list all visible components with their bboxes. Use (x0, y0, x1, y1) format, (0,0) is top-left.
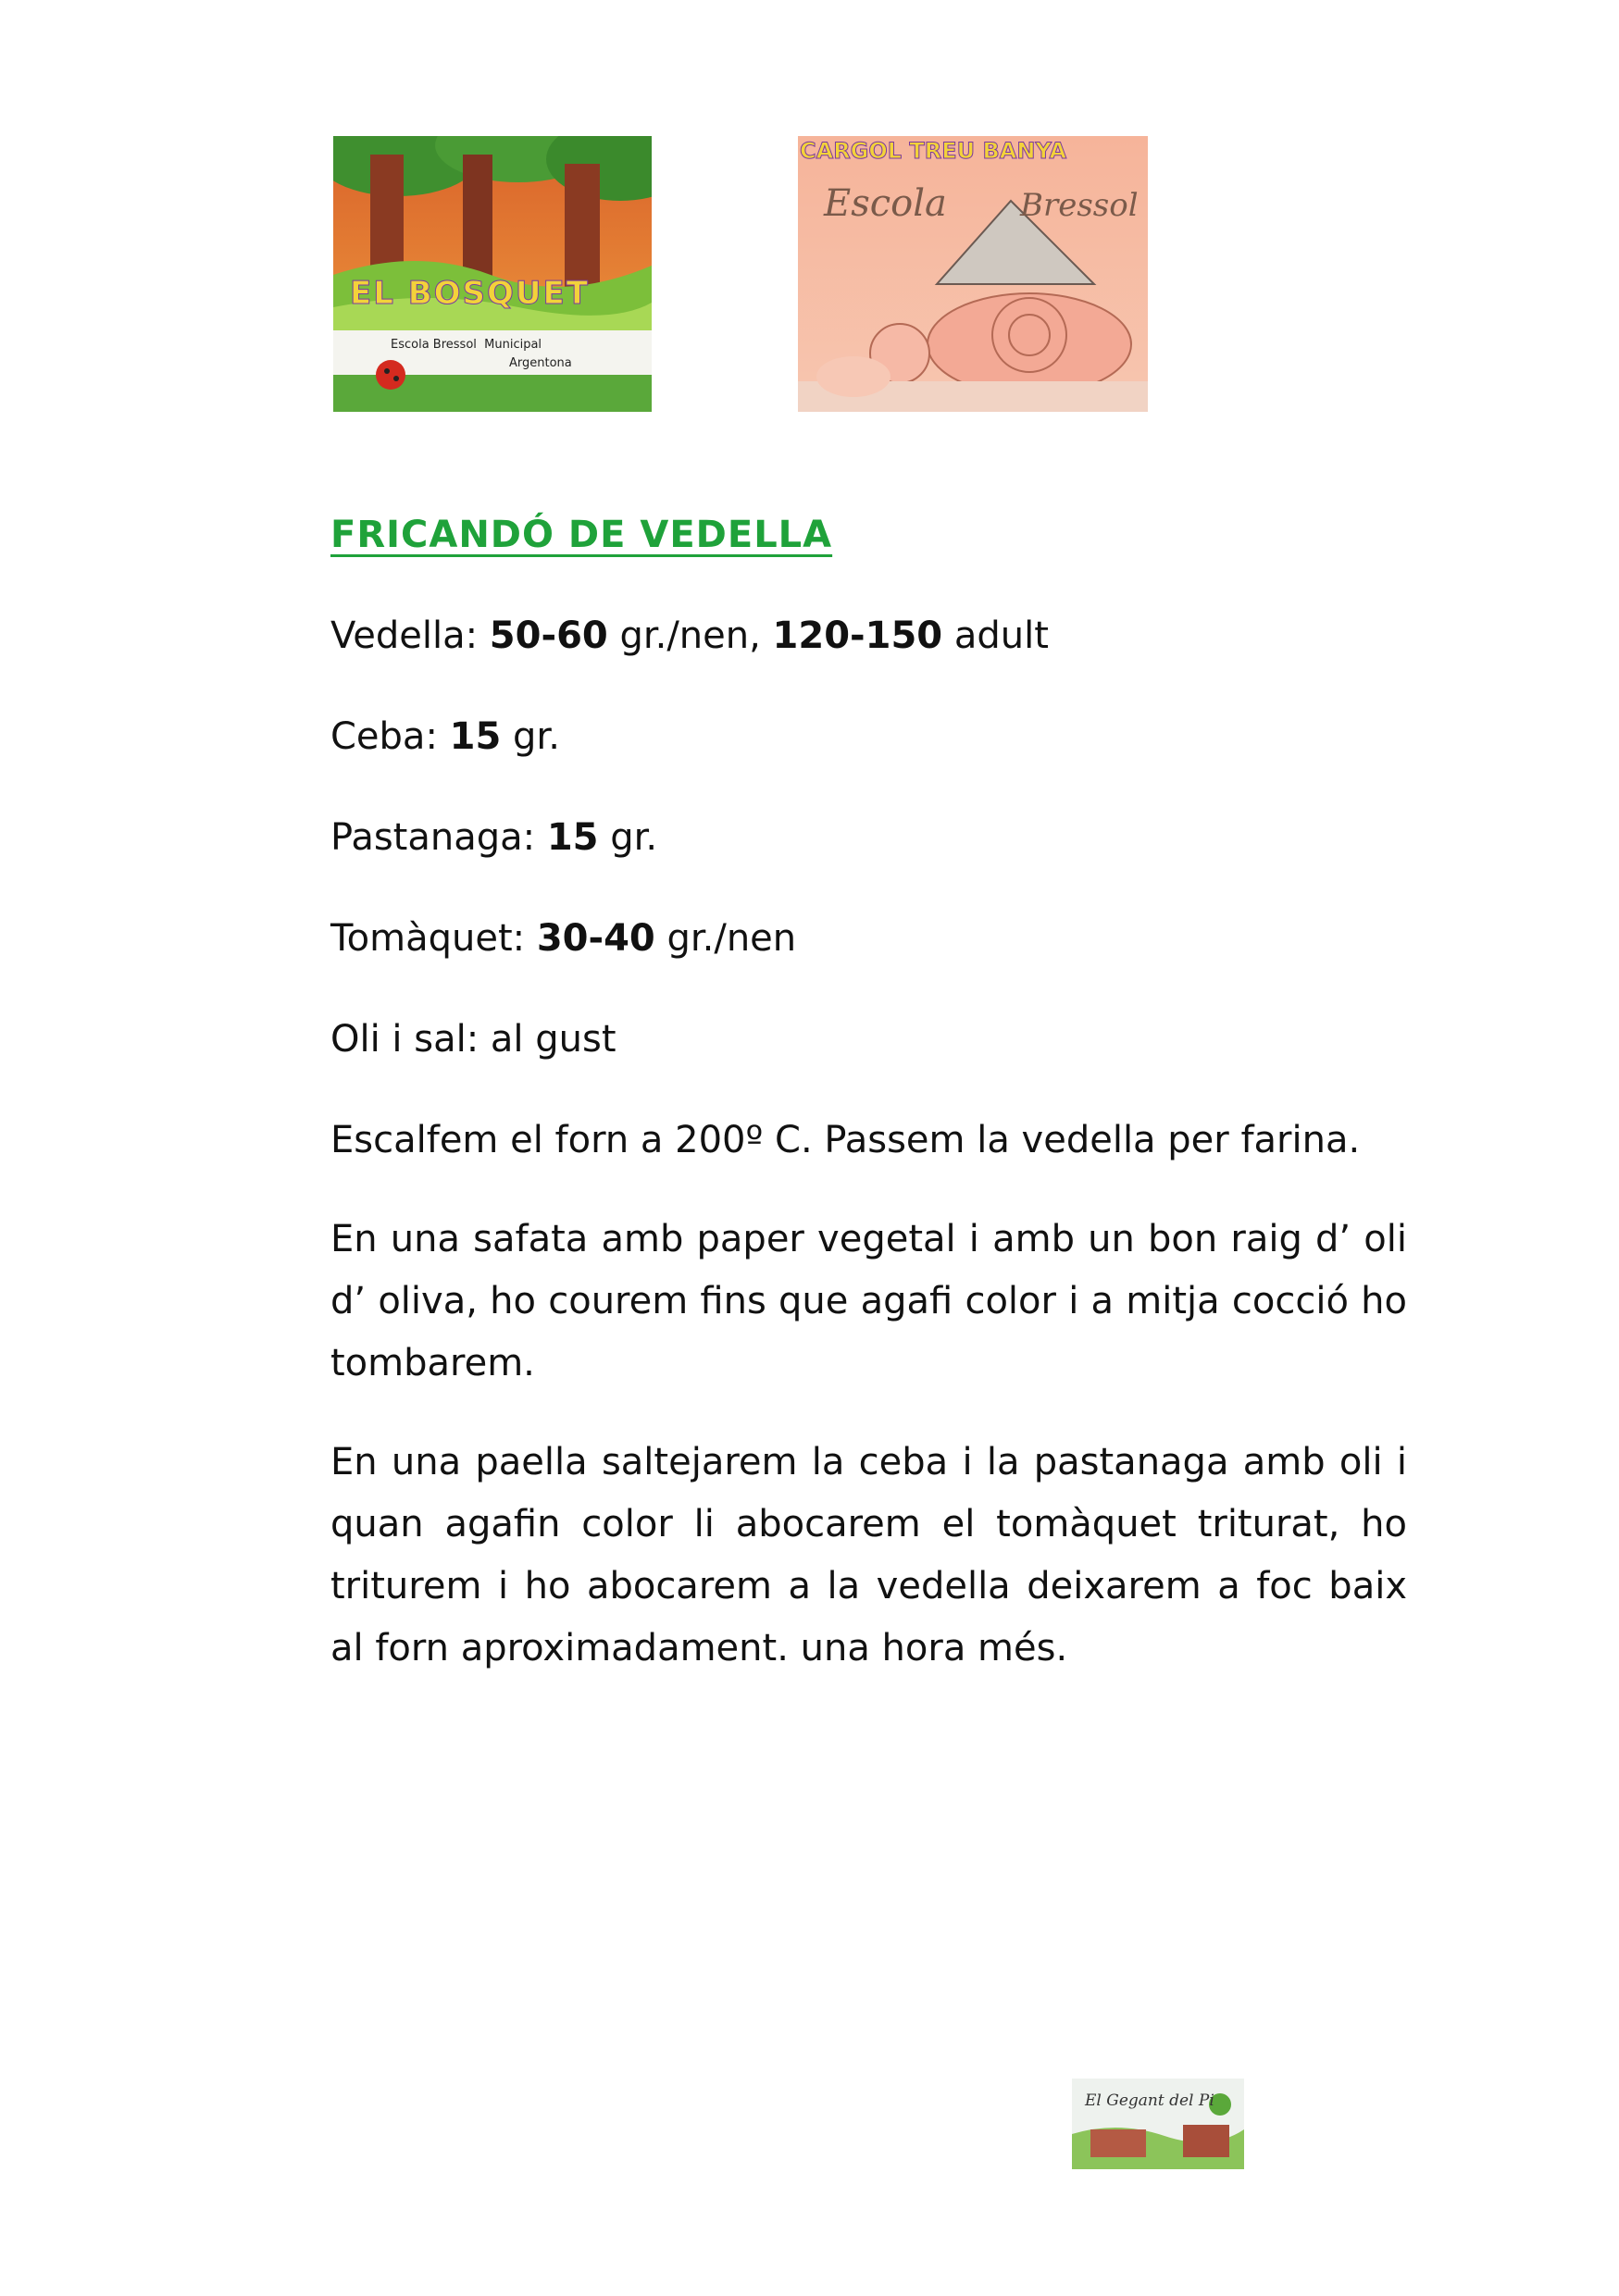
recipe (330, 504, 1407, 1717)
cargol-treu-banya-title: CARGOL TREU BANYA (800, 138, 1067, 164)
ingredient-vedella: Vedella: 50-60 gr./nen, 120-150 adult (330, 614, 1049, 657)
cargol-bressol-text: Bressol (1020, 187, 1139, 224)
recipe-title: FRICANDÓ DE VEDELLA (330, 514, 833, 556)
el-bosquet-title: EL BOSQUET (350, 275, 590, 312)
el-gegant-del-pi-logo (1072, 2079, 1244, 2169)
step-1: Escalfem el forn a 200º C. Passem la vedella per farina. (330, 1119, 1361, 1161)
cargol-treu-banya-logo (798, 136, 1148, 412)
el-bosquet-subtitle: Escola Bressol Municipal (391, 338, 542, 352)
cargol-escola-text: Escola (824, 182, 947, 225)
ingredient-oli-sal: Oli i sal: al gust (330, 1018, 616, 1061)
step-3: En una paella saltejarem la ceba i la pastanaga amb oli i quan agafin color li abocarem el tomàquet triturat, ho triturem i ho abocarem a la vedella deixarem a foc baix al forn aproximadament. una hora més. (330, 1441, 1407, 1669)
ingredient-ceba: Ceba: 15 gr. (330, 715, 560, 758)
step-2: En una safata amb paper vegetal i amb un bon raig d’ oli d’ oliva, ho courem fins que agafi color i a mitja cocció ho tombarem. (330, 1218, 1407, 1384)
ingredient-tomaquet: Tomàquet: 30-40 gr./nen (330, 917, 797, 960)
el-bosquet-logo (333, 136, 652, 412)
el-bosquet-town: Argentona (509, 356, 572, 370)
el-gegant-del-pi-title: El Gegant del Pi (1085, 2091, 1214, 2110)
ingredient-pastanaga: Pastanaga: 15 gr. (330, 816, 658, 859)
